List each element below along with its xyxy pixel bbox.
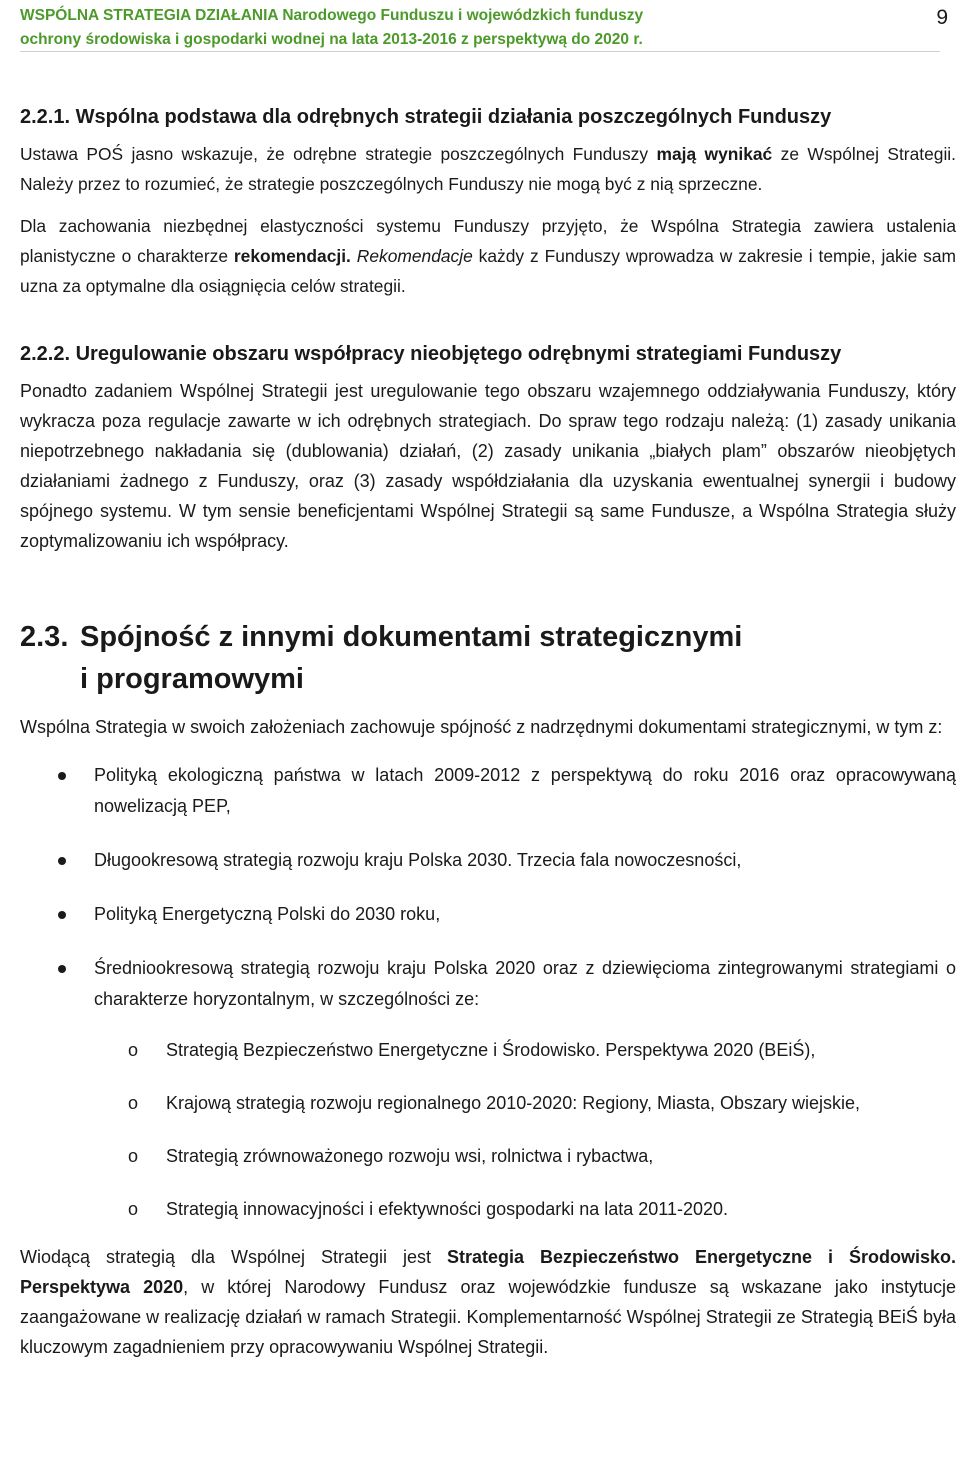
page-number: 9 xyxy=(936,6,948,29)
header-line-2: ochrony środowiska i gospodarki wodnej na lata 2013-2016 z perspektywą do 2020 r. xyxy=(20,31,643,48)
section-heading-2-3 xyxy=(20,616,956,700)
paragraph-ustawa xyxy=(20,139,956,199)
running-header xyxy=(20,4,925,52)
sub-list-item-text: Krajową strategią rozwoju regionalnego 2010-2020: Regiony, Miasta, Obszary wiejskie, xyxy=(166,1093,861,1113)
bullet-icon xyxy=(58,772,66,780)
bold-run: rekomendacji. xyxy=(233,246,351,266)
bullet-icon xyxy=(58,965,66,973)
section-heading-2-2-1: 2.2.1. Wspólna podstawa dla odrębnych strategii działania poszczególnych Funduszy xyxy=(20,106,832,128)
text-run: , w której Narodowy Fundusz oraz wojewódzkie fundusze są wskazane jako instytucje zaangażowane w realizację działań w ramach Strategii. Komplementarność Wspólnej Strategii ze Strategią BEiŚ była kluczowym zagadnieniem przy opracowywaniu Wspólnej Strategii. xyxy=(20,1277,956,1357)
bold-run: Strategia Bezpieczeństwo Energetyczne i Środowisko. Perspektywa 2020 xyxy=(20,1247,956,1297)
bullet-list xyxy=(20,760,956,1225)
list-item-text: Polityką ekologiczną państwa w latach 2009-2012 z perspektywą do roku 2016 oraz opracowywaną nowelizacją PEP, xyxy=(94,765,956,816)
header-divider xyxy=(20,51,940,52)
bullet-icon xyxy=(58,911,66,919)
sub-list-item xyxy=(20,1088,956,1119)
list-item xyxy=(20,845,956,876)
bullet-icon xyxy=(58,857,66,865)
section-title-line-1: Spójność z innymi dokumentami strategicznymi xyxy=(80,621,743,653)
paragraph-intro: Wspólna Strategia w swoich założeniach zachowuje spójność z nadrzędnymi dokumentami strategicznymi, w tym z: xyxy=(20,717,943,737)
list-item-text: Średniookresową strategią rozwoju kraju Polska 2020 oraz z dziewięcioma zintegrowanymi strategiami o charakterze horyzontalnym, w szczególności ze: xyxy=(94,958,956,1009)
text-run: Ustawa POŚ jasno wskazuje, że odrębne strategie poszczególnych Funduszy xyxy=(20,144,657,164)
sub-list xyxy=(20,1035,956,1225)
sub-list-item xyxy=(20,1035,956,1066)
italic-run: Rekomendacje xyxy=(356,246,473,266)
bold-run: mają wynikać xyxy=(656,144,773,164)
sub-list-item-text: Strategią zrównoważonego rozwoju wsi, rolnictwa i rybactwa, xyxy=(166,1146,654,1166)
circle-bullet-icon: o xyxy=(128,1093,139,1113)
list-item xyxy=(20,760,956,822)
sub-list-item xyxy=(20,1141,956,1172)
section-number: 2.3. xyxy=(20,621,69,653)
list-item xyxy=(20,899,956,930)
header-line-1: WSPÓLNA STRATEGIA DZIAŁANIA Narodowego Funduszu i wojewódzkich funduszy xyxy=(20,7,644,24)
list-item-text: Długookresową strategią rozwoju kraju Polska 2030. Trzecia fala nowoczesności, xyxy=(94,850,742,870)
paragraph-elastycznosc xyxy=(20,211,956,301)
sub-list-item-text: Strategią innowacyjności i efektywności gospodarki na lata 2011-2020. xyxy=(166,1199,728,1219)
section-heading-2-2-2: 2.2.2. Uregulowanie obszaru współpracy nieobjętego odrębnymi strategiami Funduszy xyxy=(20,343,842,365)
text-run: Dla zachowania niezbędnej elastyczności systemu Funduszy przyjęto, że Wspólna Strategia zawiera ustalenia planistyczne o charakterze xyxy=(20,216,956,266)
list-item xyxy=(20,953,956,1225)
paragraph-closing xyxy=(20,1242,956,1362)
circle-bullet-icon: o xyxy=(128,1199,139,1219)
circle-bullet-icon: o xyxy=(128,1146,139,1166)
circle-bullet-icon: o xyxy=(128,1040,139,1060)
section-title-line-2: i programowymi xyxy=(80,663,304,695)
text-run: ze Wspólnej Strategii. Należy przez to rozumieć, że strategie poszczególnych Funduszy nie mogą być z nią sprzeczne. xyxy=(20,144,957,194)
list-item-text: Polityką Energetyczną Polski do 2030 roku, xyxy=(94,904,441,924)
text-run: każdy z Funduszy wprowadza w zakresie i tempie, jakie sam uzna za optymalne dla osiągnięcia celów strategii. xyxy=(20,246,956,296)
paragraph-ponadto: Ponadto zadaniem Wspólnej Strategii jest uregulowanie tego obszaru wzajemnego oddziaływania Funduszy, który wykracza poza regulacje zawarte w ich odrębnych strategiach. Do spraw tego rodzaju należą: (1) zasady unikania niepotrzebnego nakładania się (dublowania) działań, (2) zasady unikania „białych plam” obszarów nieobjętych działaniami żadnego z Funduszy, oraz (3) zasady współdziałania dla uzyskania ewentualnej synergii i budowy spójnego systemu. W tym sensie beneficjentami Wspólnej Strategii są same Fundusze, a Wspólna Strategia służy zoptymalizowaniu ich współpracy. xyxy=(20,381,956,551)
page-content xyxy=(20,102,956,1374)
sub-list-item xyxy=(20,1194,956,1225)
text-run: Wiodącą strategią dla Wspólnej Strategii jest xyxy=(20,1247,447,1267)
sub-list-item-text: Strategią Bezpieczeństwo Energetyczne i Środowisko. Perspektywa 2020 (BEiŚ), xyxy=(166,1040,816,1060)
